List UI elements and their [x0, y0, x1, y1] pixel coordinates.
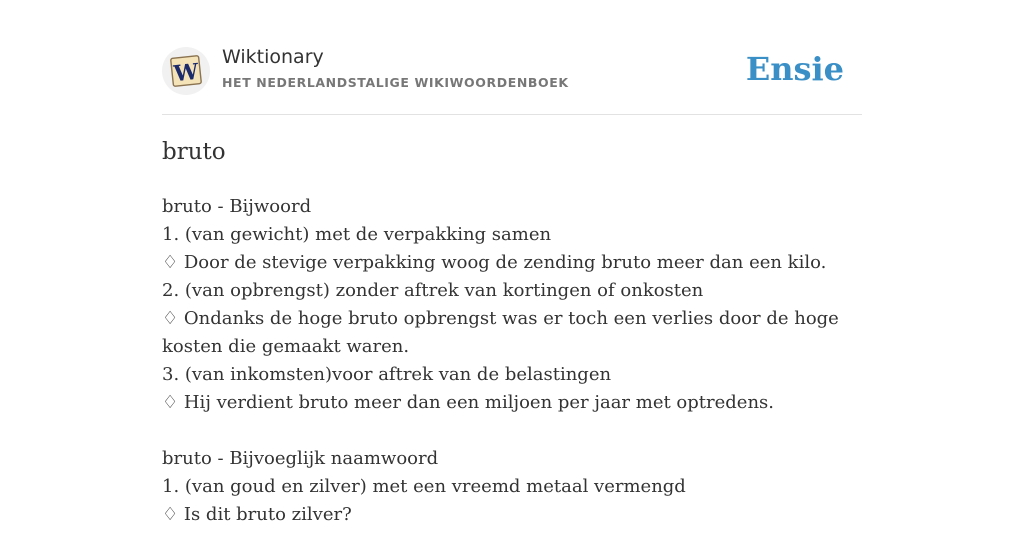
- wiktionary-w-icon: [169, 54, 203, 88]
- definition-line: 1. (van gewicht) met de verpakking samen: [162, 224, 552, 245]
- example-line: ♢ Is dit bruto zilver?: [162, 504, 352, 525]
- entry-heading: bruto - Bijvoeglijk naamwoord: [162, 448, 439, 469]
- site-name[interactable]: Wiktionary: [222, 46, 324, 68]
- svg-text:W: W: [172, 58, 200, 88]
- ensie-brand-link[interactable]: Ensie: [745, 50, 844, 88]
- definition-line: 2. (van opbrengst) zonder aftrek van kortingen of onkosten: [162, 280, 704, 301]
- definition-line: 1. (van goud en zilver) met een vreemd metaal vermengd: [162, 476, 686, 497]
- example-line: ♢ Hij verdient bruto meer dan een miljoen per jaar met optredens.: [162, 392, 775, 413]
- site-header: [162, 44, 862, 115]
- main-content: [162, 135, 862, 557]
- example-line: ♢ Ondanks de hoge bruto opbrengst was er toch een verlies door de hoge kosten die gemaakt waren.: [162, 308, 839, 357]
- entry-bijwoord: [162, 193, 862, 417]
- word-title: bruto: [162, 139, 226, 165]
- example-line: ♢ Door de stevige verpakking woog de zending bruto meer dan een kilo.: [162, 252, 827, 273]
- wiktionary-logo[interactable]: [162, 47, 210, 95]
- entry-heading: bruto - Bijwoord: [162, 196, 312, 217]
- site-tagline: HET NEDERLANDSTALIGE WIKIWOORDENBOEK: [222, 75, 569, 90]
- entry-bijvoeglijk-naamwoord: [162, 445, 862, 529]
- definition-line: 3. (van inkomsten)voor aftrek van de belastingen: [162, 364, 612, 385]
